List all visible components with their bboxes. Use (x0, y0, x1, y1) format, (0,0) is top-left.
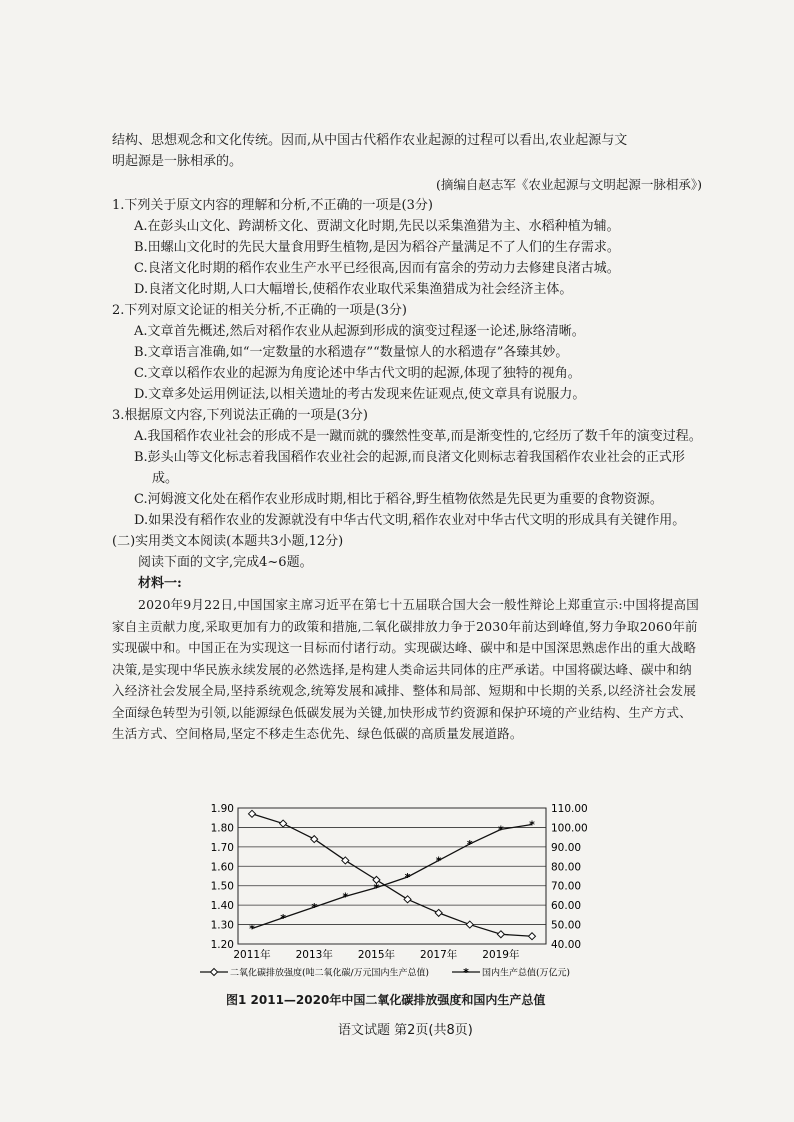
y-right-tick-label: 60.00 (551, 900, 582, 913)
section-title: (二)实用类文本阅读(本题共3小题,12分) (112, 534, 344, 549)
question-2 (112, 300, 702, 405)
legend-gdp-label: 国内生产总值(万亿元) (482, 968, 571, 979)
option-c: C.河姆渡文化处在稻作农业形成时期,相比于稻谷,野生植物依然是先民更为重要的食物资源。 (134, 492, 663, 507)
gdp-point: * (404, 870, 411, 884)
co2-intensity-point (529, 933, 536, 940)
source-citation: (摘编自赵志军《农业起源与文明起源一脉相承》) (435, 177, 702, 192)
page-footer: 语文试题 第2页(共8页) (338, 1023, 473, 1038)
question-3 (112, 405, 702, 531)
y-right-tick-label: 40.00 (551, 939, 582, 951)
gdp-point: * (435, 854, 442, 868)
section-instruction: 阅读下面的文字,完成4~6题。 (138, 555, 313, 570)
x-tick-label: 2013年 (295, 949, 333, 961)
material-text: 2020年9月22日,中国国家主席习近平在第七十五届联合国大会一般性辩论上郑重宣示:中国将提高国家自主贡献力度,采取更加有力的政策和措施,二氧化碳排放力争于2030年前达到峰值,努力争取2060年前实现碳中和。中国正在为实现这一目标而付诸行动。实现碳达峰、碳中和是中国深思熟虑作出的重大战略决策,是实现中华民族永续发展的必然选择,是构建人类命运共同体的庄严承诺。中国将碳达峰、碳中和纳入经济社会发展全局,坚持系统观念,统筹发展和减排、整体和局部、短期和中长期的关系,以经济社会发展全面绿色转型为引领,以能源绿色低碳发展为关键,加快形成节约资源和保护环境的产业结构、生产方式、生活方式、空间格局,坚定不移走生态优先、绿色低碳的高质量发展道路。 (112, 597, 699, 741)
x-tick-label: 2011年 (233, 949, 271, 961)
gdp-point: * (373, 881, 380, 895)
intro-line-1: 结构、思想观念和文化传统。因而,从中国古代稻作农业起源的过程可以看出,农业起源与文 (112, 133, 628, 148)
series-co2-intensity-line (252, 814, 532, 936)
y-left-tick-label: 1.40 (210, 900, 234, 913)
x-tick-label: 2019年 (482, 949, 520, 961)
y-left-tick-label: 1.70 (210, 841, 234, 854)
co2-intensity-point (404, 896, 411, 903)
co2-intensity-point (249, 810, 256, 817)
option-b: B.田螺山文化时的先民大量食用野生植物,是因为稻谷产量满足不了人们的生存需求。 (134, 240, 620, 255)
legend-diamond-icon (211, 969, 218, 976)
gdp-point: * (342, 890, 349, 904)
gdp-point: * (466, 837, 473, 851)
question-stem: 1.下列关于原文内容的理解和分析,不正确的一项是(3分) (112, 198, 433, 213)
gdp-point: * (529, 818, 535, 832)
y-left-tick-label: 1.60 (210, 861, 234, 874)
series-gdp-line (252, 825, 532, 929)
gdp-point: * (311, 901, 318, 915)
option-c: C.良渚文化时期的稻作农业生产水平已经很高,因而有富余的劳动力去修建良渚古城。 (134, 261, 620, 276)
option-a: A.在彭头山文化、跨湖桥文化、贾湖文化时期,先民以采集渔猎为主、水稻种植为辅。 (134, 219, 620, 234)
question-stem: 2.下列对原文论证的相关分析,不正确的一项是(3分) (112, 303, 407, 318)
co2-intensity-point (435, 909, 442, 916)
co2-intensity-point (280, 820, 287, 827)
option-a: A.我国稻作农业社会的形成不是一蹴而就的骤然性变革,而是渐变性的,它经历了数千年的演变过程。 (134, 429, 702, 444)
gdp-point: * (249, 922, 255, 936)
y-right-tick-label: 90.00 (551, 841, 582, 854)
x-tick-label: 2017年 (420, 949, 458, 961)
option-a: A.文章首先概述,然后对稻作农业从起源到形成的演变过程逐一论述,脉络清晰。 (134, 324, 585, 339)
y-left-tick-label: 1.20 (210, 939, 234, 951)
gdp-point: * (498, 823, 504, 837)
option-c: C.文章以稻作农业的起源为角度论述中华古代文明的起源,体现了独特的视角。 (134, 366, 581, 381)
y-right-tick-label: 100.00 (551, 822, 588, 835)
y-right-tick-label: 50.00 (551, 919, 582, 932)
chart-caption: 图1 2011—2020年中国二氧化碳排放强度和国内生产总值 (226, 993, 546, 1007)
co2-intensity-point (466, 921, 473, 928)
question-stem: 3.根据原文内容,下列说法正确的一项是(3分) (112, 408, 368, 423)
y-right-tick-label: 110.00 (551, 803, 588, 815)
option-b: B.彭头山等文化标志着我国稻作农业社会的起源,而良渚文化则标志着我国稻作农业社会的正式形成。 (134, 450, 685, 486)
y-left-tick-label: 1.30 (210, 919, 234, 932)
legend-co2-label: 二氧化碳排放强度(吨二氧化碳/万元国内生产总值) (230, 968, 430, 979)
co2-intensity-point (497, 931, 504, 938)
y-left-tick-label: 1.80 (210, 822, 234, 835)
x-tick-label: 2015年 (357, 949, 396, 961)
intro-line-2: 明起源是一脉相承的。 (112, 154, 243, 169)
y-right-tick-label: 80.00 (551, 861, 582, 874)
page-body (112, 130, 702, 745)
option-d: D.如果没有稻作农业的发源就没有中华古代文明,稻作农业对中华古代文明的形成具有关键作用。 (134, 513, 686, 528)
y-left-tick-label: 1.50 (210, 880, 234, 893)
gdp-point: * (280, 911, 286, 925)
material-label: 材料一: (138, 576, 182, 591)
y-left-tick-label: 1.90 (210, 803, 234, 815)
question-1 (112, 195, 702, 300)
co2-gdp-chart (190, 800, 610, 990)
option-d: D.文章多处运用例证法,以相关遗址的考古发现来佐证观点,使文章具有说服力。 (134, 387, 586, 402)
legend-star-icon: * (463, 966, 469, 979)
y-right-tick-label: 70.00 (551, 880, 582, 893)
option-d: D.良渚文化时期,人口大幅增长,使稻作农业取代采集渔猎成为社会经济主体。 (134, 282, 573, 297)
option-b: B.文章语言准确,如“一定数量的水稻遗存”“数量惊人的水稻遗存”各臻其妙。 (134, 345, 569, 360)
